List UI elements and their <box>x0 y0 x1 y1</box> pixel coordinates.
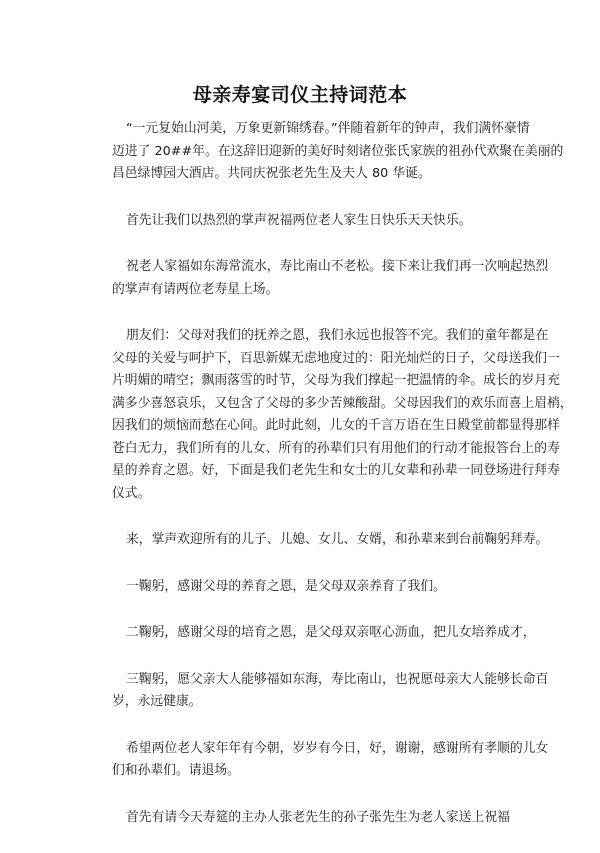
paragraph-line: 星的养育之恩。好，下面是我们老先生和女士的儿女辈和孙辈一同登场进行拜寿 <box>112 463 560 478</box>
paragraph <box>112 669 549 714</box>
paragraph-line: 满多少喜怒哀乐，又包含了父母的多少苦辣酸甜。父母因我们的欢乐而喜上眉梢， <box>112 395 573 411</box>
paragraph-line: “一元复始山河美，万象更新锦绣春。”伴随着新年的钟声，我们满怀豪情 <box>126 121 530 136</box>
paragraph <box>112 118 564 186</box>
paragraph-line: 因我们的烦恼而愁在心间。此时此刻，儿女的千言万语在生日殿堂前都显得那样 <box>112 418 560 433</box>
paragraph <box>112 210 504 233</box>
paragraph-line: 首先有请今天寿筵的主办人张老先生的孙子张先生为老人家送上祝福 <box>126 809 510 825</box>
paragraph-line: 昌邑绿博园大酒店。共同庆祝张老先生及夫人 80 华诞。 <box>112 166 431 181</box>
paragraph <box>112 325 573 505</box>
paragraph-line: 一鞠躬，感谢父母的养育之恩，是父母双亲养育了我们。 <box>126 578 446 594</box>
paragraph-line: 二鞠躬，感谢父母的培育之恩，是父母双亲呕心沥血，把儿女培养成才， <box>126 625 536 640</box>
paragraph <box>112 807 510 830</box>
paragraph-line: 祝老人家福如东海常流水，寿比南山不老松。接下来让我们再一次响起热烈 <box>126 259 549 274</box>
paragraph <box>112 256 549 301</box>
paragraph-line: 仪式。 <box>112 485 151 501</box>
paragraph-line: 父母的关爱与呵护下，百思新媒无虑地度过的：阳光灿烂的日子，父母送我们一 <box>112 350 560 366</box>
paragraph-line: 们和孙辈们。请退场。 <box>112 763 240 778</box>
paragraph-line: 希望两位老人家年年有今朝，岁岁有今日，好，谢谢，感谢所有孝顺的儿女 <box>126 740 549 756</box>
paragraph-line: 首先让我们以热烈的掌声祝福两位老人家生日快乐天天快乐。 <box>126 212 472 228</box>
document-body <box>112 118 573 853</box>
paragraph <box>112 576 504 599</box>
paragraph-line: 的掌声有请两位老寿星上场。 <box>112 281 279 297</box>
paragraph-line: 苍白无力，我们所有的儿女、所有的孙辈们只有用他们的行动才能报答台上的寿 <box>112 440 560 456</box>
paragraph-line: 三鞠躬，愿父亲大人能够福如东海，寿比南山，也祝愿母亲大人能够长命百 <box>126 671 549 687</box>
paragraph-line: 朋友们：父母对我们的抚养之恩，我们永远也报答不完。我们的童年都是在 <box>126 328 549 343</box>
paragraph-line: 来，掌声欢迎所有的儿子、儿媳、女儿、女婿，和孙辈来到台前鞠躬拜寿。 <box>126 532 549 547</box>
paragraph <box>112 738 549 783</box>
paragraph-line: 迈进了 20##年。在这辞旧迎新的美好时刻诸位张氏家族的祖孙代欢聚在美丽的 <box>112 143 564 159</box>
paragraph-line: 岁，永远健康。 <box>112 694 202 709</box>
paragraph-line: 片明媚的晴空；飘雨落雪的时节，父母为我们撑起一把温情的伞。成长的岁月充 <box>112 373 560 388</box>
document-title: 母亲寿宴司仪主持词范本 <box>192 84 408 106</box>
paragraph <box>112 622 536 645</box>
paragraph <box>112 529 549 552</box>
